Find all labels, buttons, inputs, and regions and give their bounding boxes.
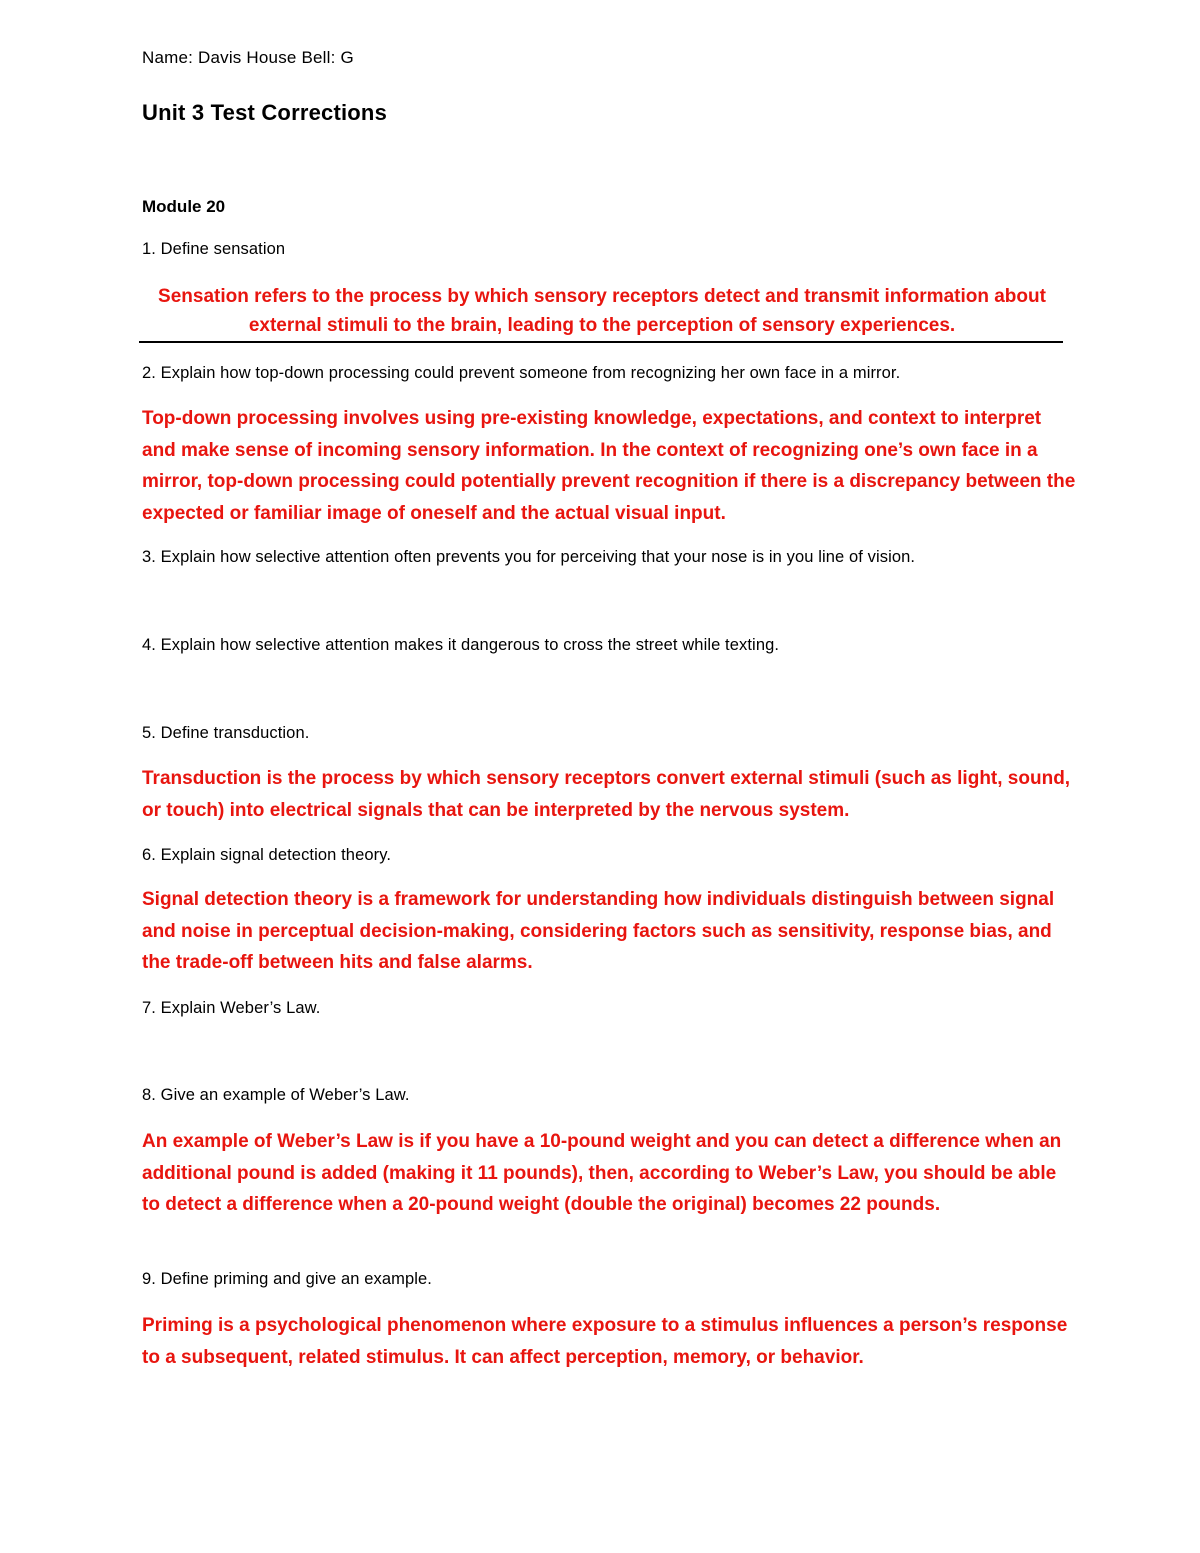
question-1 <box>142 240 285 259</box>
question-3 <box>142 548 915 567</box>
answer-8: An example of Weber’s Law is if you have a 10-pound weight and you can detect a difference when an additional pound is added (making it 11 pounds), then, according to Weber’s Law, you should be able to detect a difference when a 20-pound weight (double the original) becomes 22 pounds. <box>142 1131 1062 1215</box>
question-number: 5. <box>142 724 156 742</box>
question-number: 1. <box>142 240 156 258</box>
question-number: 4. <box>142 636 156 654</box>
question-7 <box>142 999 320 1018</box>
question-8 <box>142 1086 410 1105</box>
question-5 <box>142 724 309 743</box>
question-text: Explain Weber’s Law. <box>160 999 321 1017</box>
answer-1: Sensation refers to the process by which sensory receptors detect and transmit information about external stimuli to the brain, leading to the perception of sensory experiences. <box>158 286 1046 336</box>
divider-line <box>139 341 1063 343</box>
question-text: Define transduction. <box>160 724 310 742</box>
question-text: Give an example of Weber’s Law. <box>160 1086 410 1104</box>
module-heading: Module 20 <box>142 197 226 216</box>
question-text: Define sensation <box>160 240 286 258</box>
question-number: 3. <box>142 548 156 566</box>
question-6 <box>142 846 391 865</box>
answer-9: Priming is a psychological phenomenon where exposure to a stimulus influences a person’s response to a subsequent, related stimulus. It can affect perception, memory, or behavior. <box>142 1315 1068 1368</box>
student-name-line: Name: Davis House Bell: G <box>142 48 354 67</box>
question-number: 2. <box>142 364 156 382</box>
question-text: Explain how selective attention makes it dangerous to cross the street while texting. <box>160 636 780 654</box>
question-text: Define priming and give an example. <box>160 1270 432 1288</box>
question-text: Explain how top-down processing could prevent someone from recognizing her own face in a mirror. <box>160 364 901 382</box>
question-number: 7. <box>142 999 156 1017</box>
answer-5: Transduction is the process by which sensory receptors convert external stimuli (such as light, sound, or touch) into electrical signals that can be interpreted by the nervous system. <box>142 768 1071 821</box>
question-number: 9. <box>142 1270 156 1288</box>
answer-6: Signal detection theory is a framework for understanding how individuals distinguish between signal and noise in perceptual decision-making, considering factors such as sensitivity, response bias, and the trade-off between hits and false alarms. <box>142 889 1055 973</box>
question-text: Explain signal detection theory. <box>160 846 392 864</box>
question-4 <box>142 636 779 655</box>
question-9 <box>142 1270 432 1289</box>
question-number: 8. <box>142 1086 156 1104</box>
question-number: 6. <box>142 846 156 864</box>
question-2 <box>142 364 900 383</box>
question-text: Explain how selective attention often prevents you for perceiving that your nose is in you line of vision. <box>160 548 916 566</box>
answer-2: Top-down processing involves using pre-existing knowledge, expectations, and context to interpret and make sense of incoming sensory information. In the context of recognizing one’s own face in a mirror, top-down processing could potentially prevent recognition if there is a discrepancy between the expected or familiar image of oneself and the actual visual input. <box>142 408 1076 524</box>
document-title: Unit 3 Test Corrections <box>142 100 388 125</box>
